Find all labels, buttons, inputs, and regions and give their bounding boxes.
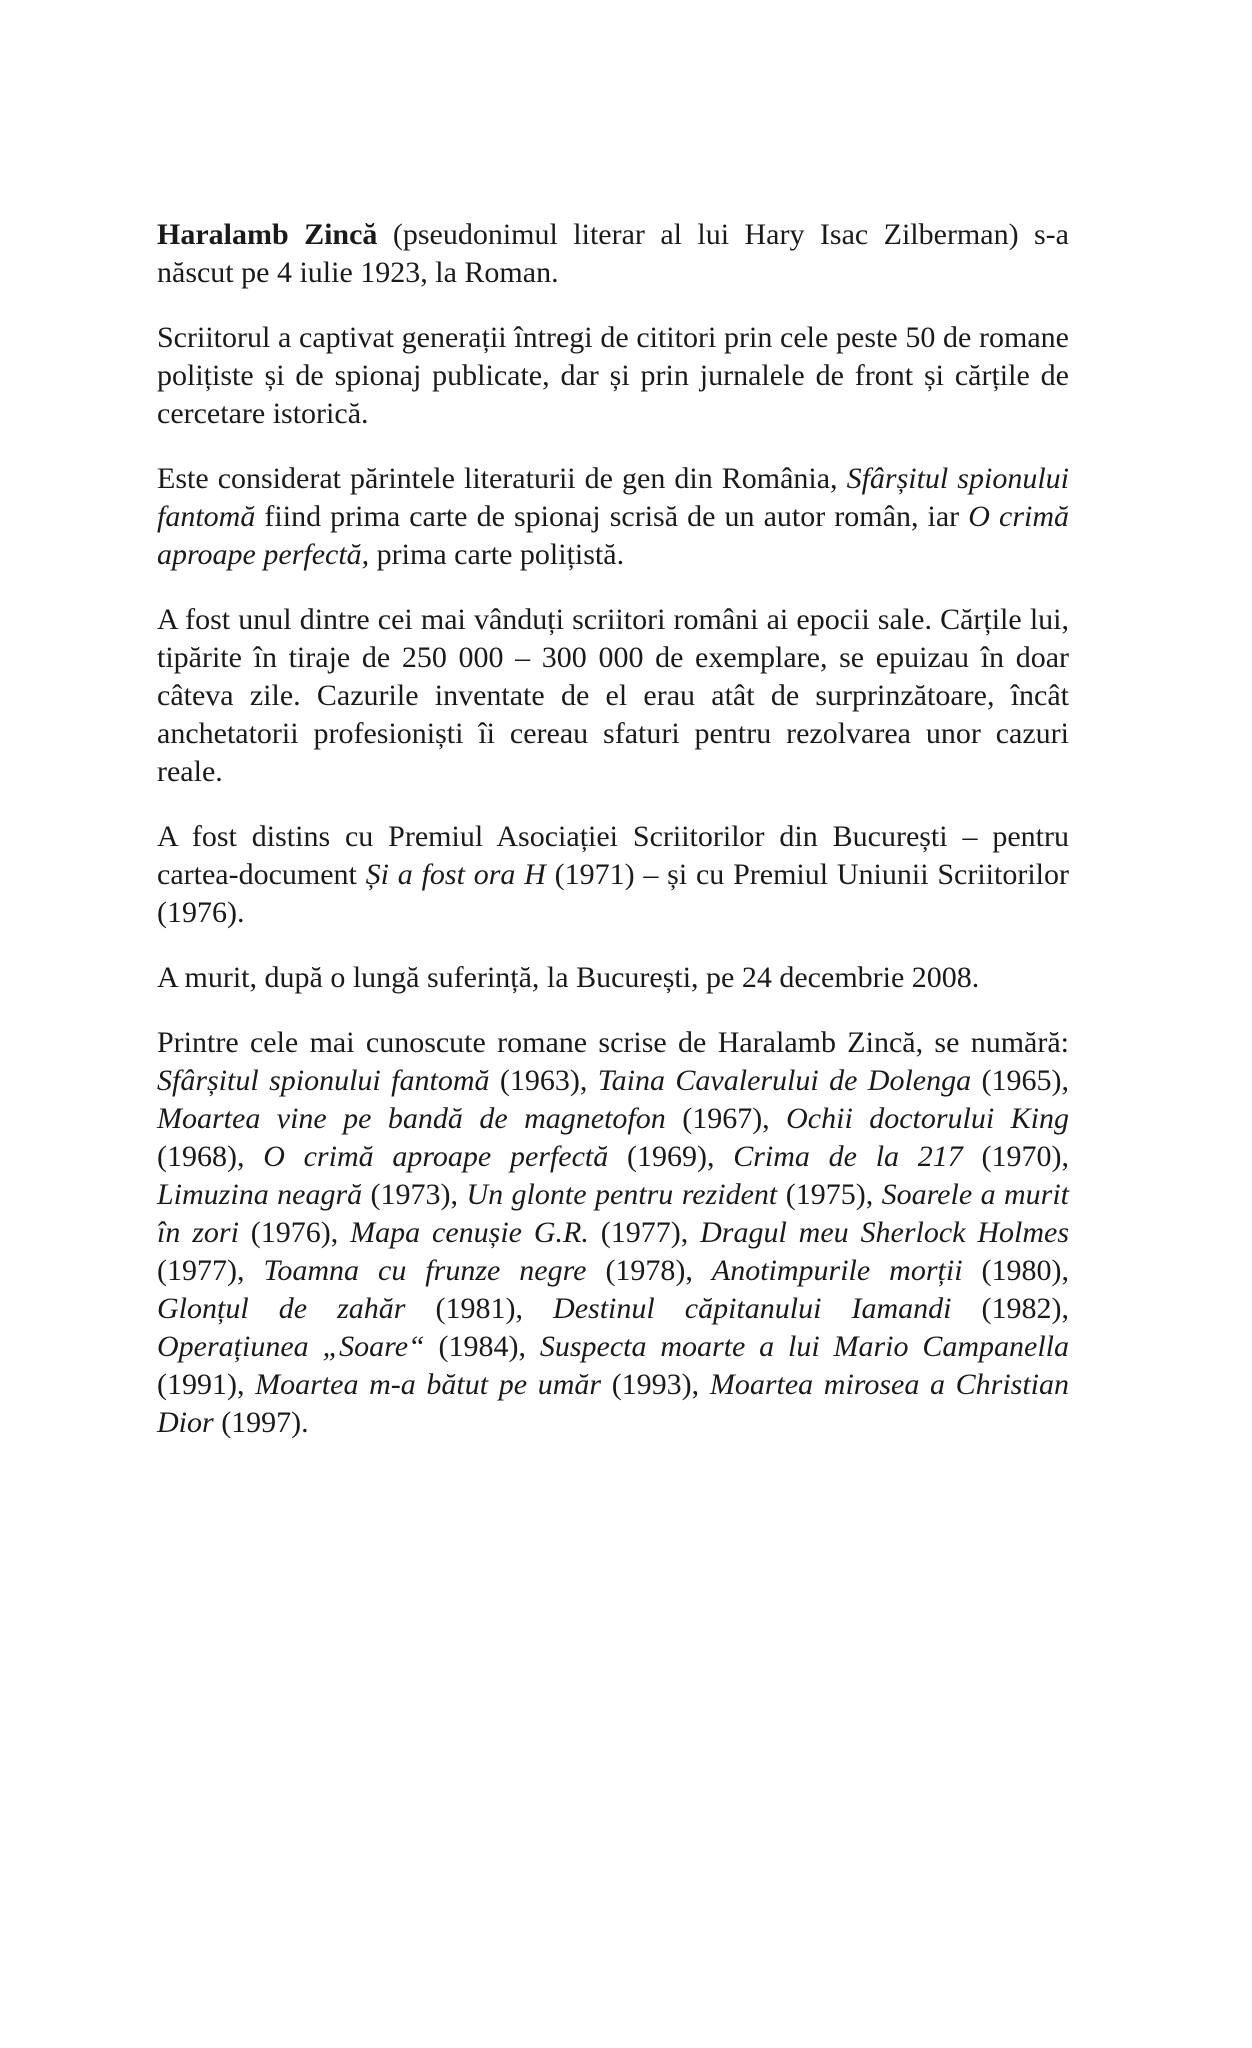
book-title-italic-run: Un glonte pentru rezident [466, 1178, 778, 1211]
text-run: (1993), [601, 1368, 710, 1401]
text-run: (1975), [777, 1178, 882, 1211]
text-run: (1977), [588, 1216, 701, 1249]
book-title-italic-run: Destinul căpitanului Iamandi [553, 1292, 952, 1325]
book-title-italic-run: Soarele a murit în zori [157, 1178, 1070, 1249]
text-run: A fost distins cu Premiul Asociației Scriitorilor din București – pentru cartea-document [157, 820, 1069, 891]
book-title-italic-run: Sfârșitul spionului fantomă [157, 462, 1069, 533]
author-name-bold-run: Haralamb Zincă [157, 218, 378, 251]
book-title-italic-run: Suspecta moarte a lui Mario Campanella [539, 1330, 1069, 1363]
book-title-italic-run: Mapa cenușie G.R. [350, 1216, 589, 1249]
text-run: (1997). [213, 1406, 309, 1439]
text-run: (1963), [489, 1064, 598, 1097]
text-run: A fost unul dintre cei mai vânduți scriitori români ai epocii sale. Cărțile lui, tipărite în tiraje de 250 000 – 300 000 de exemplare, se epuizau în doar câteva zile. Cazurile inventate de el erau atât de surprinzătoare, încât anchetatorii profesioniști îi cereau sfaturi pentru rezolvarea unor cazuri reale. [157, 603, 1069, 788]
text-run: (1969), [608, 1140, 734, 1173]
text-run: Este considerat părintele literaturii de gen din România, [157, 462, 847, 495]
paragraph [157, 818, 1069, 932]
book-title-italic-run: Moartea vine pe bandă de magnetofon [157, 1102, 666, 1135]
book-title-italic-run: Taina Cavalerului de Dolenga [597, 1064, 972, 1097]
book-title-italic-run: O crimă aproape perfectă, [157, 500, 1070, 571]
paragraph [157, 319, 1069, 433]
paragraph [157, 959, 1069, 997]
book-title-italic-run: Moartea m-a bătut pe umăr [255, 1368, 602, 1401]
text-run: (1976), [238, 1216, 351, 1249]
text-run: (1973), [362, 1178, 467, 1211]
book-title-italic-run: Sfârșitul spionului fantomă [157, 1064, 490, 1097]
text-run: (1981), [405, 1292, 554, 1325]
text-run: (1971) – și cu Premiul Uniunii Scriitorilor (1976). [157, 858, 1069, 929]
book-title-italic-run: Ochii doctorului King [786, 1102, 1069, 1135]
text-run: (1967), [665, 1102, 787, 1135]
text-run: (1980), [962, 1254, 1069, 1287]
book-title-italic-run: Și a fost ora H [365, 858, 546, 891]
text-run: (1984), [424, 1330, 540, 1363]
book-title-italic-run: Anotimpurile morții [711, 1254, 963, 1287]
text-run: (1978), [586, 1254, 712, 1287]
book-title-italic-run: Glonțul de zahăr [157, 1292, 406, 1325]
text-run: fiind prima carte de spionaj scrisă de un autor român, iar [255, 500, 969, 533]
text-run: A murit, după o lungă suferință, la București, pe 24 decembrie 2008. [157, 961, 980, 994]
text-run: (1977), [157, 1254, 264, 1287]
paragraph [157, 216, 1069, 292]
text-run: (1991), [157, 1368, 256, 1401]
paragraph [157, 460, 1069, 574]
book-title-italic-run: Operațiunea „Soare“ [157, 1330, 425, 1363]
biography-text [157, 216, 1069, 1469]
text-run: (1982), [951, 1292, 1070, 1325]
text-run: prima carte polițistă. [369, 538, 625, 571]
book-title-italic-run: Dragul meu Sherlock Holmes [700, 1216, 1070, 1249]
book-title-italic-run: Crima de la 217 [733, 1140, 963, 1173]
book-title-italic-run: Moartea mirosea a Christian Dior [157, 1368, 1070, 1439]
paragraph [157, 1024, 1069, 1442]
text-run: Printre cele mai cunoscute romane scrise de Haralamb Zincă, se numără: [157, 1026, 1069, 1059]
book-title-italic-run: Toamna cu frunze negre [263, 1254, 587, 1287]
text-run: (1965), [971, 1064, 1070, 1097]
book-title-italic-run: O crimă aproape perfectă [263, 1140, 609, 1173]
text-run: Scriitorul a captivat generații întregi de cititori prin cele peste 50 de romane polițiste și de spionaj publicate, dar și prin jurnalele de front și cărțile de cercetare istorică. [157, 321, 1069, 430]
text-run: (1970), [962, 1140, 1070, 1173]
paragraph [157, 601, 1069, 791]
book-title-italic-run: Limuzina neagră [157, 1178, 363, 1211]
text-run: (pseudonimul literar al lui Hary Isac Zilberman) s-a născut pe 4 iulie 1923, la Roman. [157, 218, 1069, 289]
text-run: (1968), [157, 1140, 264, 1173]
